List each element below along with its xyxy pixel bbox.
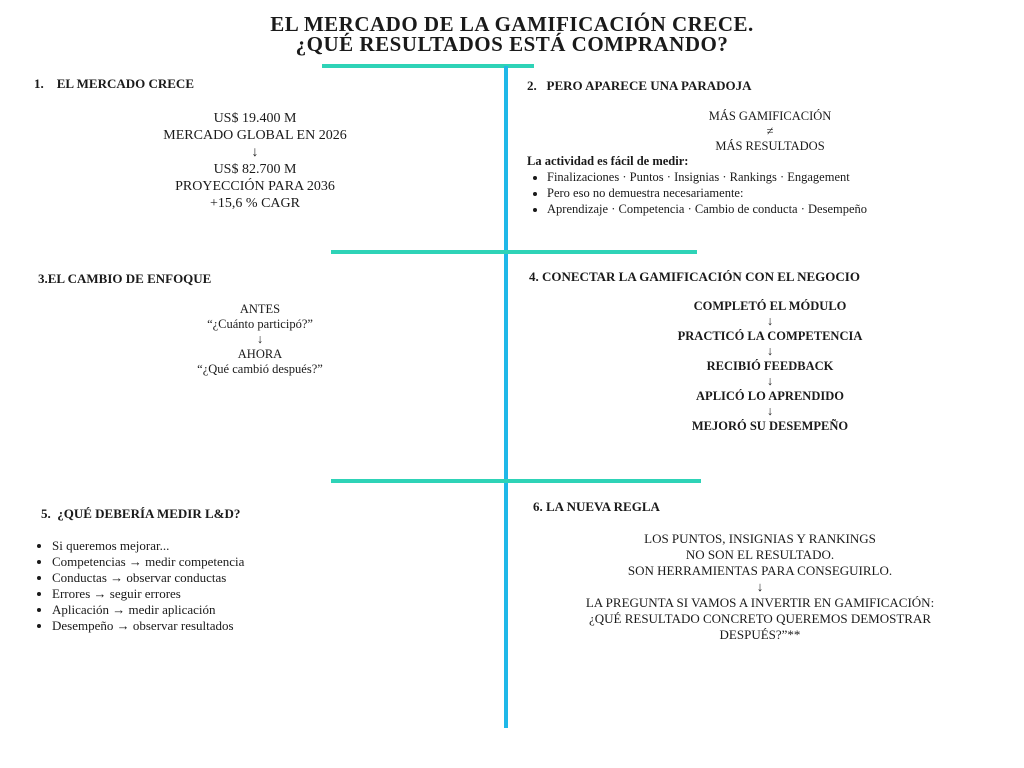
chain-step: MEJORÓ SU DESEMPEÑO (691, 419, 849, 433)
section-3-body (160, 302, 360, 377)
rule-line: NO SON EL RESULTADO. (685, 547, 835, 562)
vertical-blue-divider (504, 66, 508, 728)
rule-line: DESPUÉS?”** (719, 627, 801, 642)
section-2-heading: 2. PERO APARECE UNA PARADOJA (527, 78, 752, 93)
arrow-down-icon: ↓ (251, 145, 259, 160)
rule-line: LOS PUNTOS, INSIGNIAS Y RANKINGS (644, 531, 876, 546)
section-4-heading: 4. CONECTAR LA GAMIFICACIÓN CON EL NEGOCIO (529, 269, 860, 284)
not-equal-icon: ≠ (766, 124, 774, 138)
list-item: • Aprendizaje · Competencia · Cambio de conducta · Desempeño (547, 201, 967, 217)
list-item: • Finalizaciones · Puntos · Insignias · Rankings · Engagement (547, 169, 967, 185)
list-item: • Errores → seguir errores (52, 586, 432, 602)
section-6-heading: 6. LA NUEVA REGLA (533, 499, 660, 514)
list-item: • Desempeño → observar resultados (52, 618, 432, 634)
chain-step: PRACTICÓ LA COMPETENCIA (677, 329, 863, 343)
section-2-subheading: La actividad es fácil de medir: (527, 154, 689, 168)
chain-step: RECIBIÓ FEEDBACK (706, 359, 834, 373)
paradox-block (640, 109, 900, 154)
arrow-down-icon: ↓ (256, 332, 264, 346)
paradox-line-1: MÁS GAMIFICACIÓN (708, 109, 832, 123)
market-2026-label: MERCADO GLOBAL EN 2026 (163, 128, 347, 143)
list-item: • Conductas → observar conductas (52, 570, 432, 586)
cagr-value: +15,6 % CAGR (210, 196, 300, 211)
list-item: • Si queremos mejorar... (52, 538, 432, 554)
market-2026-value: US$ 19.400 M (213, 111, 297, 126)
now-label: AHORA (237, 347, 283, 361)
arrow-down-icon: ↓ (766, 314, 774, 328)
section-1-body (130, 110, 380, 212)
paradox-line-2: MÁS RESULTADOS (715, 139, 825, 153)
before-question: “¿Cuánto participó?” (207, 317, 313, 331)
chain-step: APLICÓ LO APRENDIDO (696, 389, 844, 403)
rule-line: LA PREGUNTA SI VAMOS A INVERTIR EN GAMIFICACIÓN: (585, 595, 935, 610)
market-2036-label: PROYECCIÓN PARA 2036 (175, 179, 335, 194)
title-line-2: ¿QUÉ RESULTADOS ESTÁ COMPRANDO? (295, 32, 729, 56)
now-question: “¿Qué cambió después?” (197, 362, 323, 376)
arrow-down-icon: ↓ (766, 344, 774, 358)
section-3-heading: 3.EL CAMBIO DE ENFOQUE (38, 271, 212, 286)
rule-line: ¿QUÉ RESULTADO CONCRETO QUEREMOS DEMOSTRAR (588, 611, 932, 626)
rule-line: SON HERRAMIENTAS PARA CONSEGUIRLO. (627, 563, 893, 578)
arrow-down-icon: ↓ (766, 404, 774, 418)
before-label: ANTES (239, 302, 281, 316)
lower-teal-bar (331, 479, 701, 483)
middle-teal-bar (331, 250, 697, 254)
top-teal-bar (322, 64, 534, 68)
business-chain (640, 299, 900, 434)
new-rule-block (540, 531, 980, 643)
arrow-down-icon: ↓ (766, 374, 774, 388)
section-2-bullets (527, 169, 967, 217)
list-item: • Competencias → medir competencia (52, 554, 432, 570)
arrow-down-icon: ↓ (756, 579, 764, 594)
section-5-heading: 5. ¿QUÉ DEBERÍA MEDIR L&D? (41, 506, 241, 521)
section-5-bullets (32, 538, 432, 634)
list-item: • Aplicación → medir aplicación (52, 602, 432, 618)
page-title (0, 14, 1024, 54)
market-2036-value: US$ 82.700 M (213, 162, 297, 177)
title-line-1: EL MERCADO DE LA GAMIFICACIÓN CRECE. (270, 12, 754, 36)
list-item: • Pero eso no demuestra necesariamente: (547, 185, 967, 201)
section-1-heading: 1. EL MERCADO CRECE (34, 76, 194, 91)
chain-step: COMPLETÓ EL MÓDULO (693, 299, 847, 313)
